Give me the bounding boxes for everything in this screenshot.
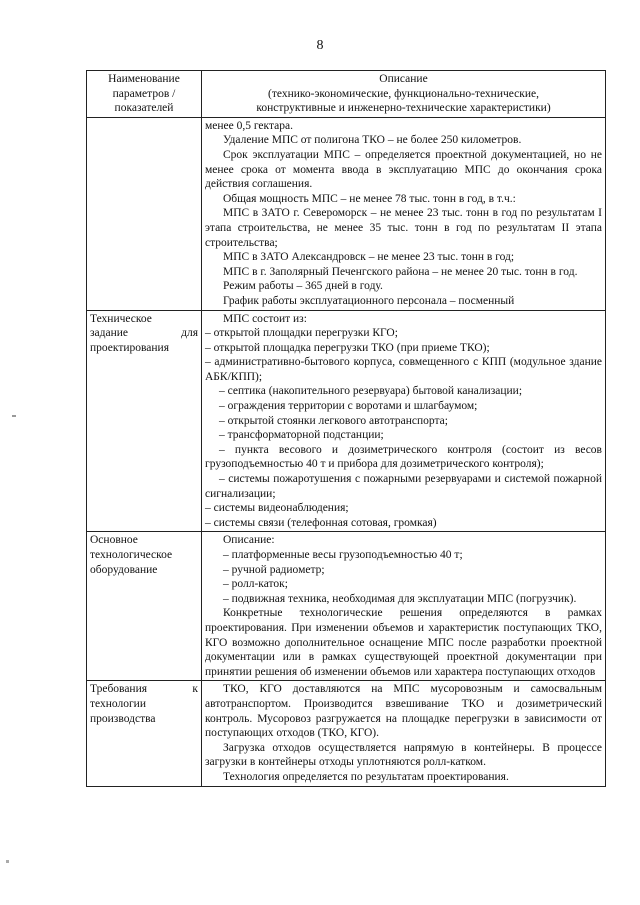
header-line: Описание [379,73,428,85]
list-item: – пункта весового и дозиметрического контроля (состоит из весов грузоподъемностью 40 т и прибора для дозиметрического контроля); [205,443,602,471]
parameters-table [86,70,606,787]
list-item: – административно-бытового корпуса, совмещенного с КПП (модульное здание АБК/КПП); [205,356,602,383]
list-item: – открытой площадки перегрузки КГО; [205,327,398,340]
header-line: показателей [114,102,174,115]
text-line: Срок эксплуатации МПС – определяется проектной документацией, но не менее срока от момента ввода в эксплуатацию МПС до окончания срока действия соглашения. [205,148,602,191]
list-item: – ограждения территории с воротами и шлагбаумом; [219,400,478,413]
list-item: – септика (накопительного резервуара) бытовой канализации; [219,385,523,398]
list-item: – системы видеонаблюдения; [205,502,349,515]
text-line: МПС состоит из: [223,312,307,325]
page-number: 8 [316,38,324,53]
label-line: технологии [90,697,146,710]
table-row [87,532,606,681]
label-line: оборудование [90,563,158,576]
text-line: Описание: [223,534,275,547]
text-line: Технология определяется по результатам проектирования. [223,770,509,783]
header-line: (технико-экономические, функционально-технические, [268,87,539,100]
list-item: – ролл-каток; [223,578,288,591]
scan-mark [6,860,9,863]
list-item: – трансформаторной подстанции; [219,429,384,442]
label-line: проектирования [90,341,169,354]
label-line: Требования к [90,683,198,696]
text-line: Удаление МПС от полигона ТКО – не более 250 километров. [223,134,522,147]
text-line: менее 0,5 гектара. [205,119,293,132]
text-line: Общая мощность МПС – не менее 78 тыс. тонн в год, в т.ч.: [223,192,516,205]
row-label [87,310,202,532]
header-description [202,71,606,118]
header-line: конструктивные и инженерно-технические характеристики) [256,102,551,115]
row-description [202,681,606,786]
list-item: – системы связи (телефонная сотовая, громкая) [205,516,437,529]
table-row [87,310,606,532]
row-description [202,532,606,681]
header-line: Наименование [108,73,180,85]
scan-mark [12,415,16,417]
text-line: Режим работы – 365 дней в году. [223,280,383,293]
row-label [87,532,202,681]
list-item: – подвижная техника, необходимая для эксплуатации МПС (погрузчик). [223,592,577,605]
list-item: – открытой стоянки легкового автотранспорта; [219,414,448,427]
list-item: – открытой площадка перегрузки ТКО (при приеме ТКО); [205,341,490,354]
row-label [87,681,202,786]
table-row [87,117,606,310]
text-line: График работы эксплуатационного персонала – посменный [223,294,515,307]
text-line: Конкретные технологические решения определяются в рамках проектирования. При изменении объемов и характеристик поступающих ТКО, КГО возможно дополнительное оснащение МПС после разработки проектной документации или в рамках существующей проектной документации при принятии решения об изменении объемов или характера поступающих отходов [205,607,602,678]
row-description [202,310,606,532]
label-line: задание для [90,327,198,340]
header-line: параметров / [112,87,176,100]
text-line: ТКО, КГО доставляются на МПС мусоровозным и самосвальным автотранспортом. Производится взвешивание ТКО и дозиметрический контроль. Мусоровоз разгружается на площадке перегрузки в зависимости от поступающих отходов (ТКО, КГО). [205,683,602,740]
label-line: Основное [90,534,138,547]
text-line: МПС в г. Заполярный Печенгского района – не менее 20 тыс. тонн в год. [223,265,578,278]
list-item: – платформенные весы грузоподъемностью 40 т; [223,549,463,561]
header-parameter-name [87,71,202,118]
label-line: технологическое [90,549,173,561]
row-description [202,117,606,310]
text-line: МПС в ЗАТО г. Североморск – не менее 23 тыс. тонн в год по результатам I этапа строительства, не менее 35 тыс. тонн в год по результатам II этапа строительства; [205,207,602,249]
table-row [87,681,606,786]
table-header-row [87,71,606,118]
list-item: – ручной радиометр; [223,563,325,576]
list-item: – системы пожаротушения с пожарными резервуарами и системой пожарной сигнализации; [205,473,602,500]
row-label [87,117,202,310]
text-line: МПС в ЗАТО Александровск – не менее 23 тыс. тонн в год; [223,251,515,264]
text-line: Загрузка отходов осуществляется напрямую в контейнеры. В процессе загрузки в контейнеры отходы уплотняются ролл-катком. [205,741,602,769]
label-line: производства [90,712,156,725]
label-line: Техническое [90,312,152,325]
